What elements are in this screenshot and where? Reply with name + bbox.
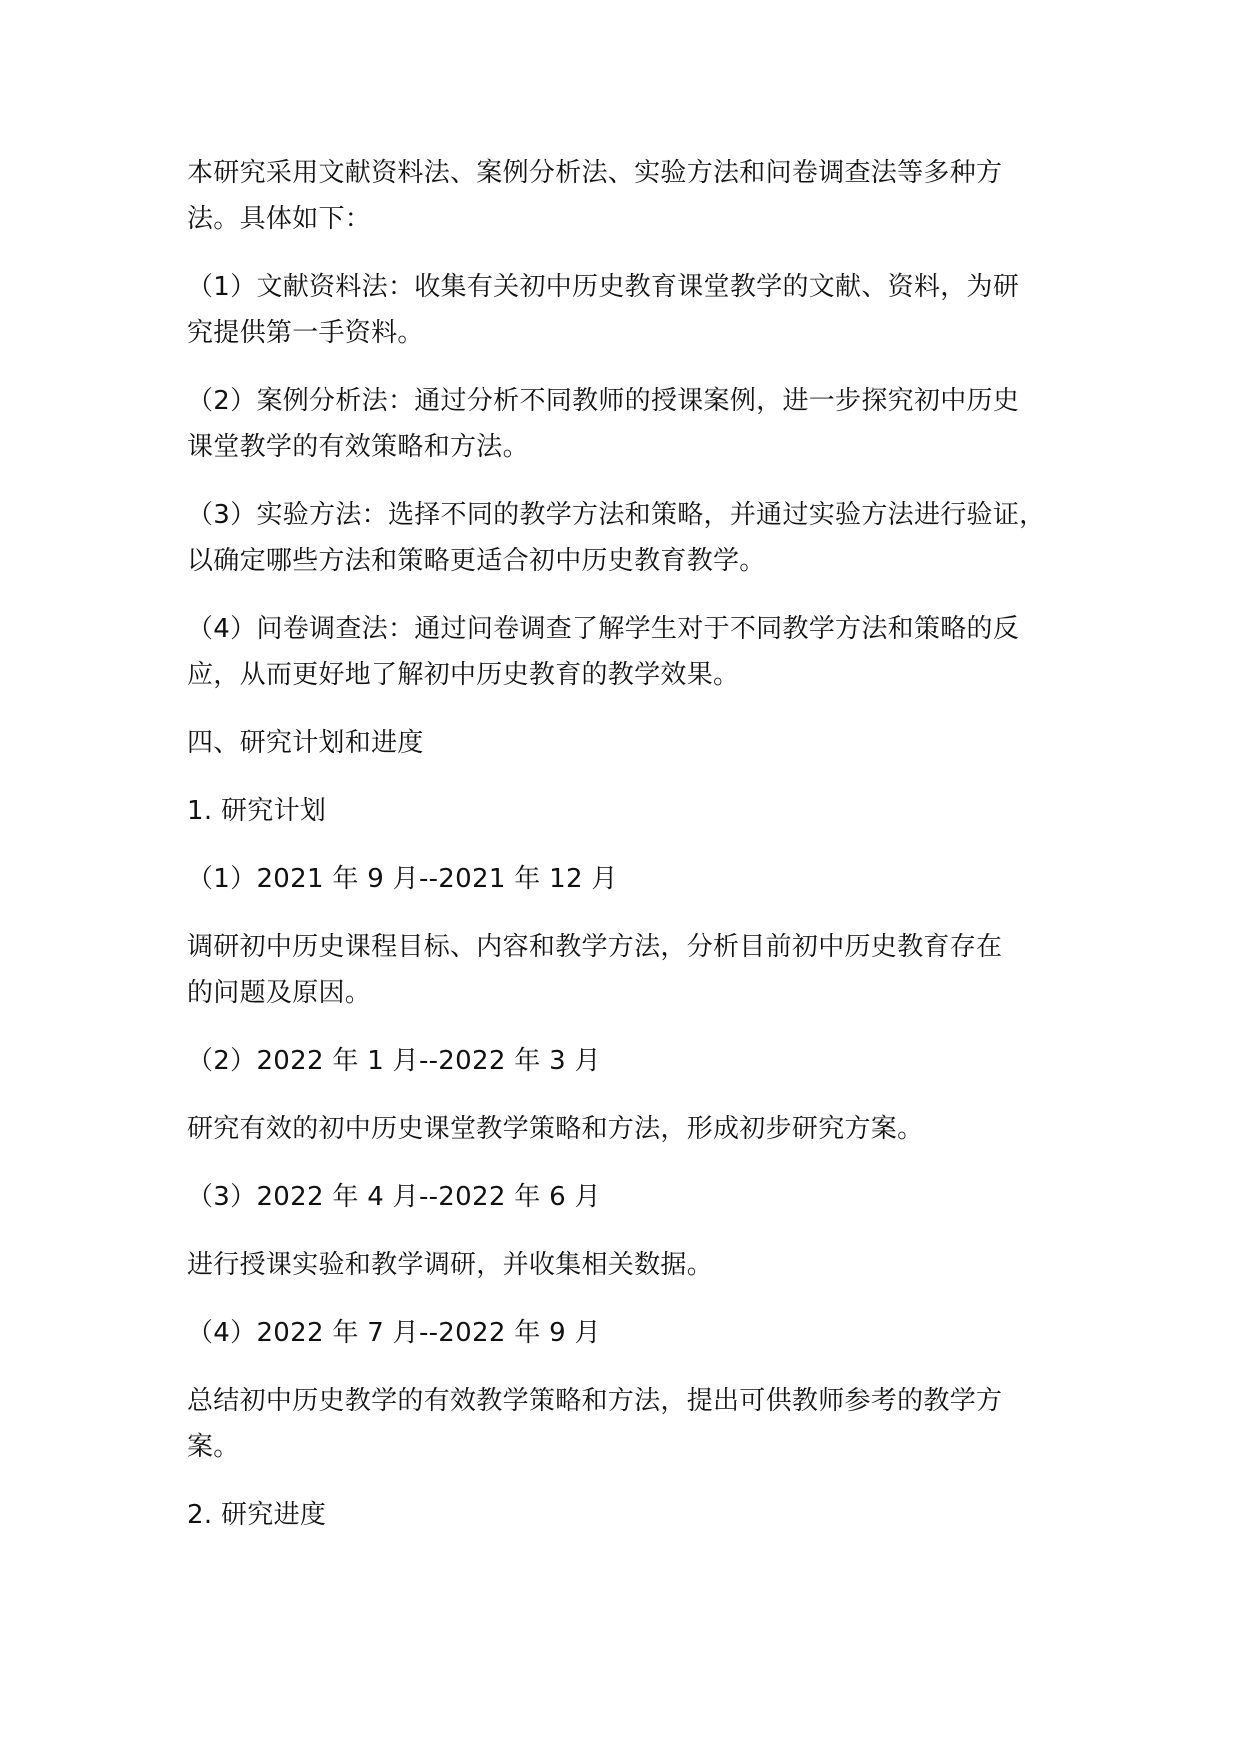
section-heading-plan-and-progress — [187, 720, 1087, 766]
subsection-heading-research-progress — [187, 1492, 1087, 1538]
paragraph-line: 应，从而更好地了解初中历史教育的教学效果。 — [187, 660, 740, 690]
paragraph-line: 调研初中历史课程目标、内容和教学方法，分析目前初中历史教育存在 — [187, 932, 1003, 962]
paragraph-case-analysis-method — [187, 378, 1087, 470]
paragraph-line: 的问题及原因。 — [187, 978, 372, 1008]
paragraph-literature-method — [187, 264, 1087, 356]
plan-period-4-description — [187, 1378, 1087, 1470]
paragraph-experiment-method — [187, 492, 1087, 584]
plan-period-2-description — [187, 1106, 1087, 1152]
subsection-heading-research-plan — [187, 788, 1087, 834]
paragraph-line: 本研究采用文献资料法、案例分析法、实验方法和问卷调查法等多种方 — [187, 158, 1003, 188]
paragraph-line: （3）实验方法：选择不同的教学方法和策略，并通过实验方法进行验证， — [187, 500, 1046, 530]
paragraph-line: 进行授课实验和教学调研，并收集相关数据。 — [187, 1250, 714, 1280]
paragraph-line: 究提供第一手资料。 — [187, 318, 424, 348]
paragraph-line: 总结初中历史教学的有效教学策略和方法，提出可供教师参考的教学方 — [187, 1386, 1003, 1416]
paragraph-questionnaire-method — [187, 606, 1087, 698]
subsection-heading: 2. 研究进度 — [187, 1500, 327, 1530]
document-body — [187, 150, 1087, 1560]
plan-period-label: （2）2022 年 1 月--2022 年 3 月 — [187, 1046, 601, 1076]
plan-period-3-description — [187, 1242, 1087, 1288]
paragraph-line: 以确定哪些方法和策略更适合初中历史教育教学。 — [187, 546, 766, 576]
section-heading: 四、研究计划和进度 — [187, 728, 424, 758]
plan-period-2 — [187, 1038, 1087, 1084]
paragraph-research-methods-intro — [187, 150, 1087, 242]
paragraph-line: （4）问卷调查法：通过问卷调查了解学生对于不同教学方法和策略的反 — [187, 614, 1020, 644]
plan-period-label: （1）2021 年 9 月--2021 年 12 月 — [187, 864, 618, 894]
plan-period-1-description — [187, 924, 1087, 1016]
plan-period-4 — [187, 1310, 1087, 1356]
paragraph-line: 法。具体如下： — [187, 204, 372, 234]
paragraph-line: 案。 — [187, 1432, 240, 1462]
plan-period-label: （3）2022 年 4 月--2022 年 6 月 — [187, 1182, 601, 1212]
paragraph-line: 研究有效的初中历史课堂教学策略和方法，形成初步研究方案。 — [187, 1114, 924, 1144]
plan-period-label: （4）2022 年 7 月--2022 年 9 月 — [187, 1318, 601, 1348]
paragraph-line: （1）文献资料法：收集有关初中历史教育课堂教学的文献、资料，为研 — [187, 272, 1020, 302]
paragraph-line: 课堂教学的有效策略和方法。 — [187, 432, 529, 462]
paragraph-line: （2）案例分析法：通过分析不同教师的授课案例，进一步探究初中历史 — [187, 386, 1020, 416]
plan-period-1 — [187, 856, 1087, 902]
subsection-heading: 1. 研究计划 — [187, 796, 327, 826]
plan-period-3 — [187, 1174, 1087, 1220]
